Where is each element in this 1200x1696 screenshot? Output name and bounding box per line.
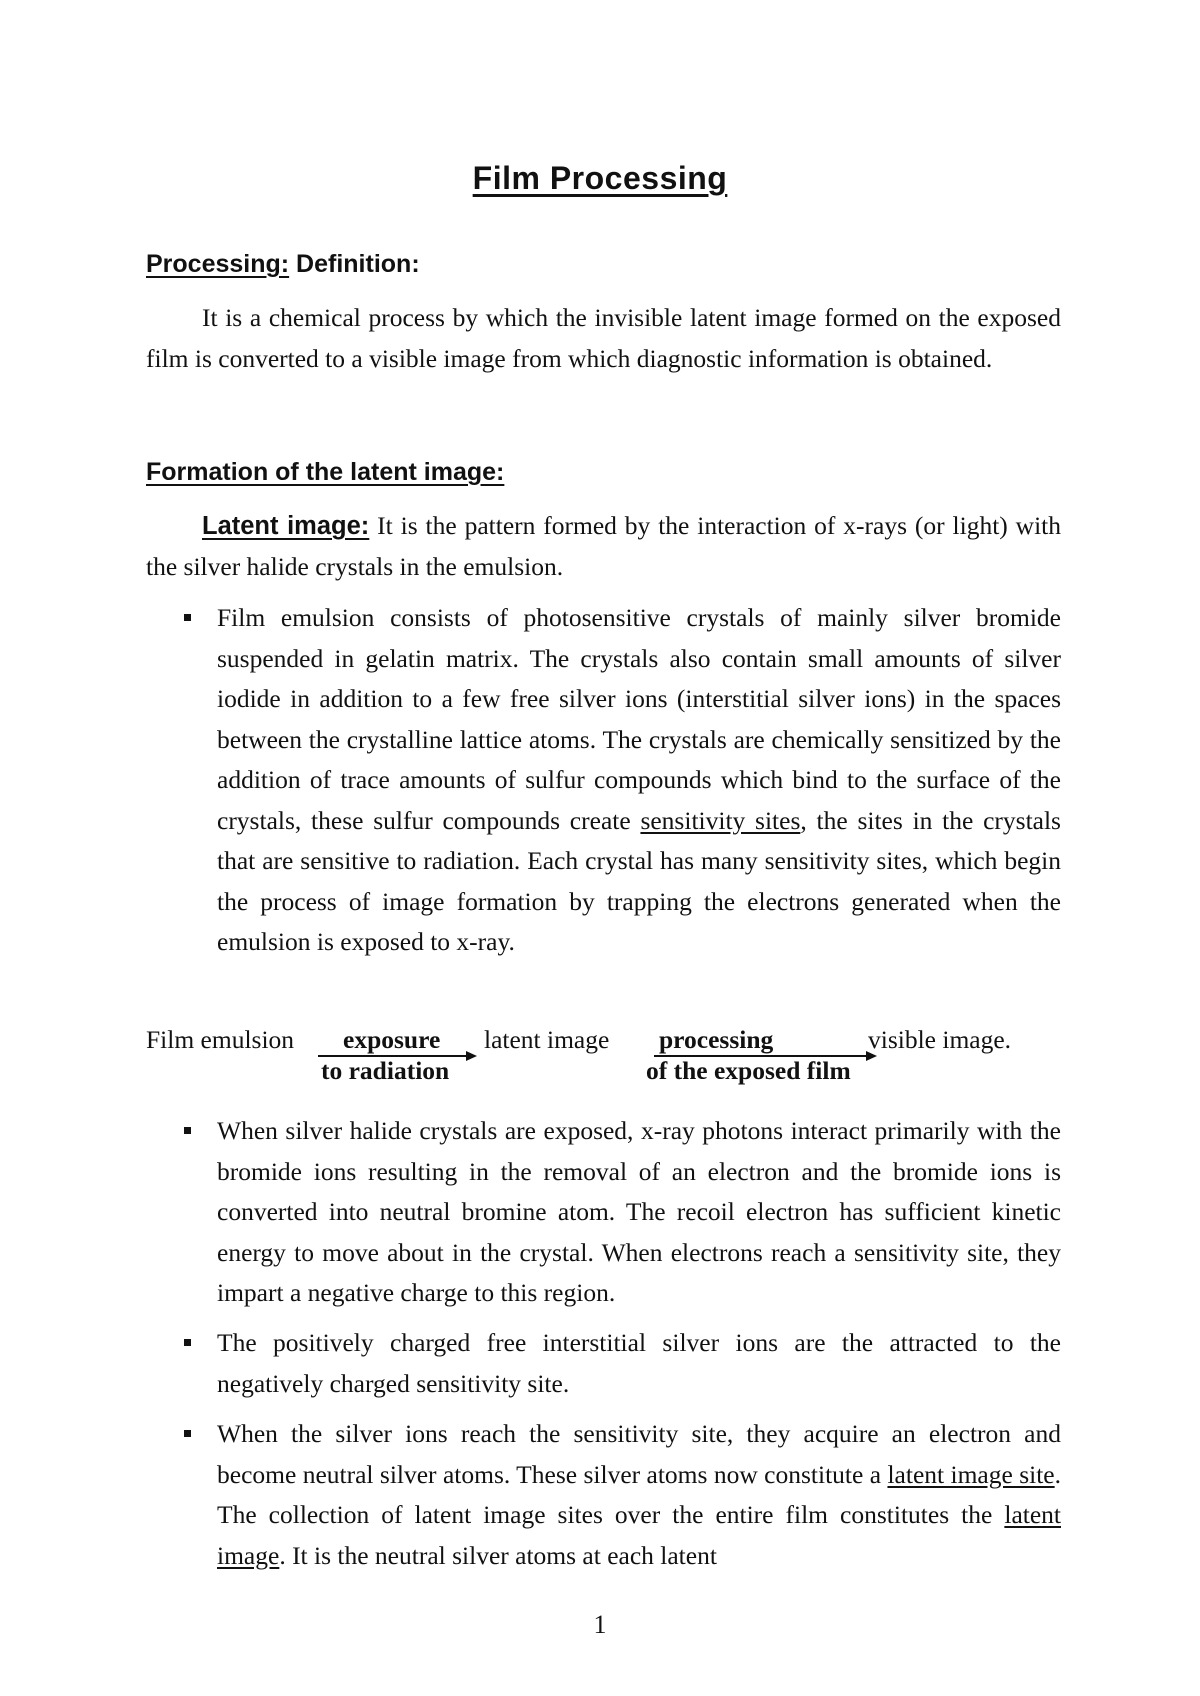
bullet-marker <box>184 614 191 621</box>
flow-arrow1-top-label: exposure <box>343 1025 441 1054</box>
bullet-marker <box>184 1127 191 1134</box>
latent-section-heading <box>146 458 504 487</box>
bullet-marker <box>184 1430 191 1437</box>
flow-arrow2-bottom-label: of the exposed film <box>646 1056 851 1085</box>
latent-image-term: latent image <box>217 1500 1061 1570</box>
list-item <box>184 1323 1061 1404</box>
sensitivity-sites-term: sensitivity sites <box>640 805 801 835</box>
latent-image-label: Latent image: <box>202 512 370 540</box>
flow-arrow2-top-label: processing <box>659 1025 774 1054</box>
bullet1-text-after: , the sites in the crystals that are sensitive to radiation. Each crystal has many sensitivity sites, which begin the process of image formation by trapping the electrons generated when the emulsion is exposed to x-ray. <box>217 805 1061 956</box>
bullet4-text-part3: . It is the neutral silver atoms at each latent <box>279 1540 717 1570</box>
page-title: Film Processing <box>472 160 728 196</box>
flow-start: Film emulsion <box>146 1025 295 1054</box>
definition-heading-rest: Definition: <box>289 250 420 278</box>
bullet-text <box>217 1414 1061 1576</box>
bullet4-text-part1: When the silver ions reach the sensitivity site, they acquire an electron and become neutral silver atoms. These silver atoms now constitute a <box>217 1419 1061 1489</box>
flow-end: visible image. <box>868 1025 1012 1054</box>
latent-section-heading-text: Formation of the latent image: <box>146 458 505 486</box>
arrow-right-icon <box>466 1051 477 1061</box>
definition-heading <box>146 250 420 279</box>
definition-heading-main: Processing: <box>146 250 290 278</box>
bullet-marker <box>184 1339 191 1346</box>
latent-image-text: It is the pattern formed by the interaction of x-rays (or light) with the silver halide crystals in the emulsion. <box>146 511 1062 581</box>
process-flow-diagram <box>146 1025 1076 1095</box>
bullet-text: When silver halide crystals are exposed, x-ray photons interact primarily with the bromide ions resulting in the removal of an electron and the bromide ions is converted into neutral bromine atom. The recoil electron has sufficient kinetic energy to move about in the crystal. When electrons reach a sensitivity site, they impart a negative charge to this region. <box>217 1116 1061 1307</box>
list-item <box>184 598 1061 963</box>
page-number: 1 <box>593 1610 607 1639</box>
list-item <box>184 1111 1061 1314</box>
bullet-text <box>217 598 1061 963</box>
latent-image-paragraph <box>146 506 1061 587</box>
bullet1-text-before: Film emulsion consists of photosensitive crystals of mainly silver bromide suspended in gelatin matrix. The crystals also contain small amounts of silver iodide in addition to a few free silver ions (interstitial silver ions) in the spaces between the crystalline lattice atoms. The crystals are chemically sensitized by the addition of trace amounts of sulfur compounds which bind to the surface of the crystals, these sulfur compounds create <box>217 603 1061 835</box>
flow-arrow1-bottom-label: to radiation <box>321 1056 450 1085</box>
bullet-text: The positively charged free interstitial silver ions are the attracted to the negatively charged sensitivity site. <box>217 1328 1061 1398</box>
bullet4-text-part2: . The collection of latent image sites over the entire film constitutes the <box>217 1459 1061 1529</box>
flow-middle: latent image <box>484 1025 610 1054</box>
definition-paragraph: It is a chemical process by which the invisible latent image formed on the exposed film is converted to a visible image from which diagnostic information is obtained. <box>146 303 1061 373</box>
list-item <box>184 1414 1061 1576</box>
latent-image-site-term: latent image site <box>887 1459 1055 1489</box>
